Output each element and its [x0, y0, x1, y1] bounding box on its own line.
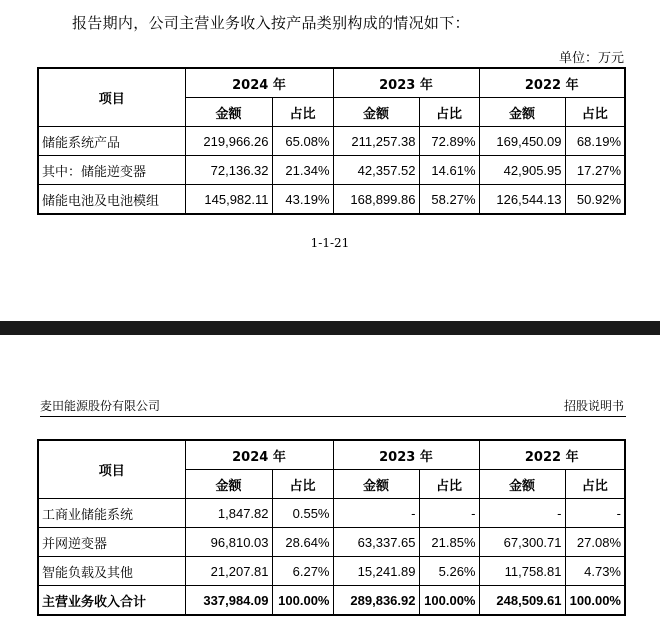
- header-amount: 金额: [333, 470, 419, 499]
- page-header-rule: [40, 416, 626, 417]
- row-name: 主营业务收入合计: [38, 586, 185, 616]
- cell-amount-2023: 168,899.86: [333, 185, 419, 215]
- cell-amount-2024: 21,207.81: [185, 557, 272, 586]
- cell-ratio-2024: 65.08%: [272, 127, 333, 156]
- table-row: [38, 127, 625, 156]
- cell-ratio-2022: 100.00%: [565, 586, 625, 616]
- cell-amount-2023: 15,241.89: [333, 557, 419, 586]
- cell-ratio-2023: 5.26%: [419, 557, 479, 586]
- cell-ratio-2022: 17.27%: [565, 156, 625, 185]
- header-amount: 金额: [479, 98, 565, 127]
- cell-ratio-2023: 14.61%: [419, 156, 479, 185]
- header-amount: 金额: [185, 98, 272, 127]
- cell-amount-2024: 96,810.03: [185, 528, 272, 557]
- header-amount: 金额: [333, 98, 419, 127]
- header-ratio: 占比: [419, 470, 479, 499]
- row-name: 并网逆变器: [38, 528, 185, 557]
- cell-amount-2023: 42,357.52: [333, 156, 419, 185]
- table-row: [38, 499, 625, 528]
- cell-amount-2022: 169,450.09: [479, 127, 565, 156]
- intro-paragraph: 报告期内，公司主营业务收入按产品类别构成的情况如下：: [72, 14, 470, 32]
- cell-ratio-2023: 21.85%: [419, 528, 479, 557]
- row-name: 智能负载及其他: [38, 557, 185, 586]
- cell-ratio-2024: 28.64%: [272, 528, 333, 557]
- header-item: 项目: [38, 440, 185, 499]
- cell-ratio-2022: -: [565, 499, 625, 528]
- cell-amount-2023: 289,836.92: [333, 586, 419, 616]
- cell-ratio-2024: 100.00%: [272, 586, 333, 616]
- cell-ratio-2022: 68.19%: [565, 127, 625, 156]
- cell-ratio-2023: 72.89%: [419, 127, 479, 156]
- unit-label: 单位：万元: [558, 51, 624, 66]
- cell-ratio-2024: 21.34%: [272, 156, 333, 185]
- header-year-2022: 2022 年: [479, 440, 625, 470]
- page-header-doc-type: 招股说明书: [563, 399, 624, 413]
- cell-amount-2023: 211,257.38: [333, 127, 419, 156]
- table-row: [38, 185, 625, 215]
- cell-amount-2022: 42,905.95: [479, 156, 565, 185]
- row-name: 其中：储能逆变器: [38, 156, 185, 185]
- cell-ratio-2023: 58.27%: [419, 185, 479, 215]
- header-ratio: 占比: [419, 98, 479, 127]
- header-year-2023: 2023 年: [333, 68, 479, 98]
- cell-amount-2022: 126,544.13: [479, 185, 565, 215]
- row-name: 储能系统产品: [38, 127, 185, 156]
- cell-amount-2022: 11,758.81: [479, 557, 565, 586]
- cell-ratio-2023: -: [419, 499, 479, 528]
- cell-ratio-2024: 43.19%: [272, 185, 333, 215]
- header-ratio: 占比: [565, 98, 625, 127]
- cell-amount-2022: 67,300.71: [479, 528, 565, 557]
- page-header-company: 麦田能源股份有限公司: [40, 399, 161, 413]
- header-item: 项目: [38, 68, 185, 127]
- header-ratio: 占比: [565, 470, 625, 499]
- cell-ratio-2024: 0.55%: [272, 499, 333, 528]
- cell-ratio-2022: 4.73%: [565, 557, 625, 586]
- page-number: 1-1-21: [310, 236, 350, 250]
- revenue-table-part1: [37, 67, 626, 215]
- table-row: [38, 557, 625, 586]
- table-row: [38, 156, 625, 185]
- cell-ratio-2024: 6.27%: [272, 557, 333, 586]
- cell-ratio-2023: 100.00%: [419, 586, 479, 616]
- cell-amount-2024: 337,984.09: [185, 586, 272, 616]
- row-name: 工商业储能系统: [38, 499, 185, 528]
- row-name: 储能电池及电池模组: [38, 185, 185, 215]
- header-year-2023: 2023 年: [333, 440, 479, 470]
- header-ratio: 占比: [272, 470, 333, 499]
- table-row: [38, 528, 625, 557]
- cell-amount-2024: 1,847.82: [185, 499, 272, 528]
- header-amount: 金额: [185, 470, 272, 499]
- header-ratio: 占比: [272, 98, 333, 127]
- cell-amount-2023: 63,337.65: [333, 528, 419, 557]
- revenue-table-part2: [37, 439, 626, 616]
- header-year-2022: 2022 年: [479, 68, 625, 98]
- cell-amount-2022: 248,509.61: [479, 586, 565, 616]
- cell-amount-2022: -: [479, 499, 565, 528]
- cell-amount-2023: -: [333, 499, 419, 528]
- header-amount: 金额: [479, 470, 565, 499]
- header-year-2024: 2024 年: [185, 440, 333, 470]
- cell-amount-2024: 145,982.11: [185, 185, 272, 215]
- header-year-2024: 2024 年: [185, 68, 333, 98]
- cell-amount-2024: 219,966.26: [185, 127, 272, 156]
- page-separator: [0, 321, 660, 335]
- cell-ratio-2022: 50.92%: [565, 185, 625, 215]
- table-row-total: [38, 586, 625, 616]
- cell-ratio-2022: 27.08%: [565, 528, 625, 557]
- cell-amount-2024: 72,136.32: [185, 156, 272, 185]
